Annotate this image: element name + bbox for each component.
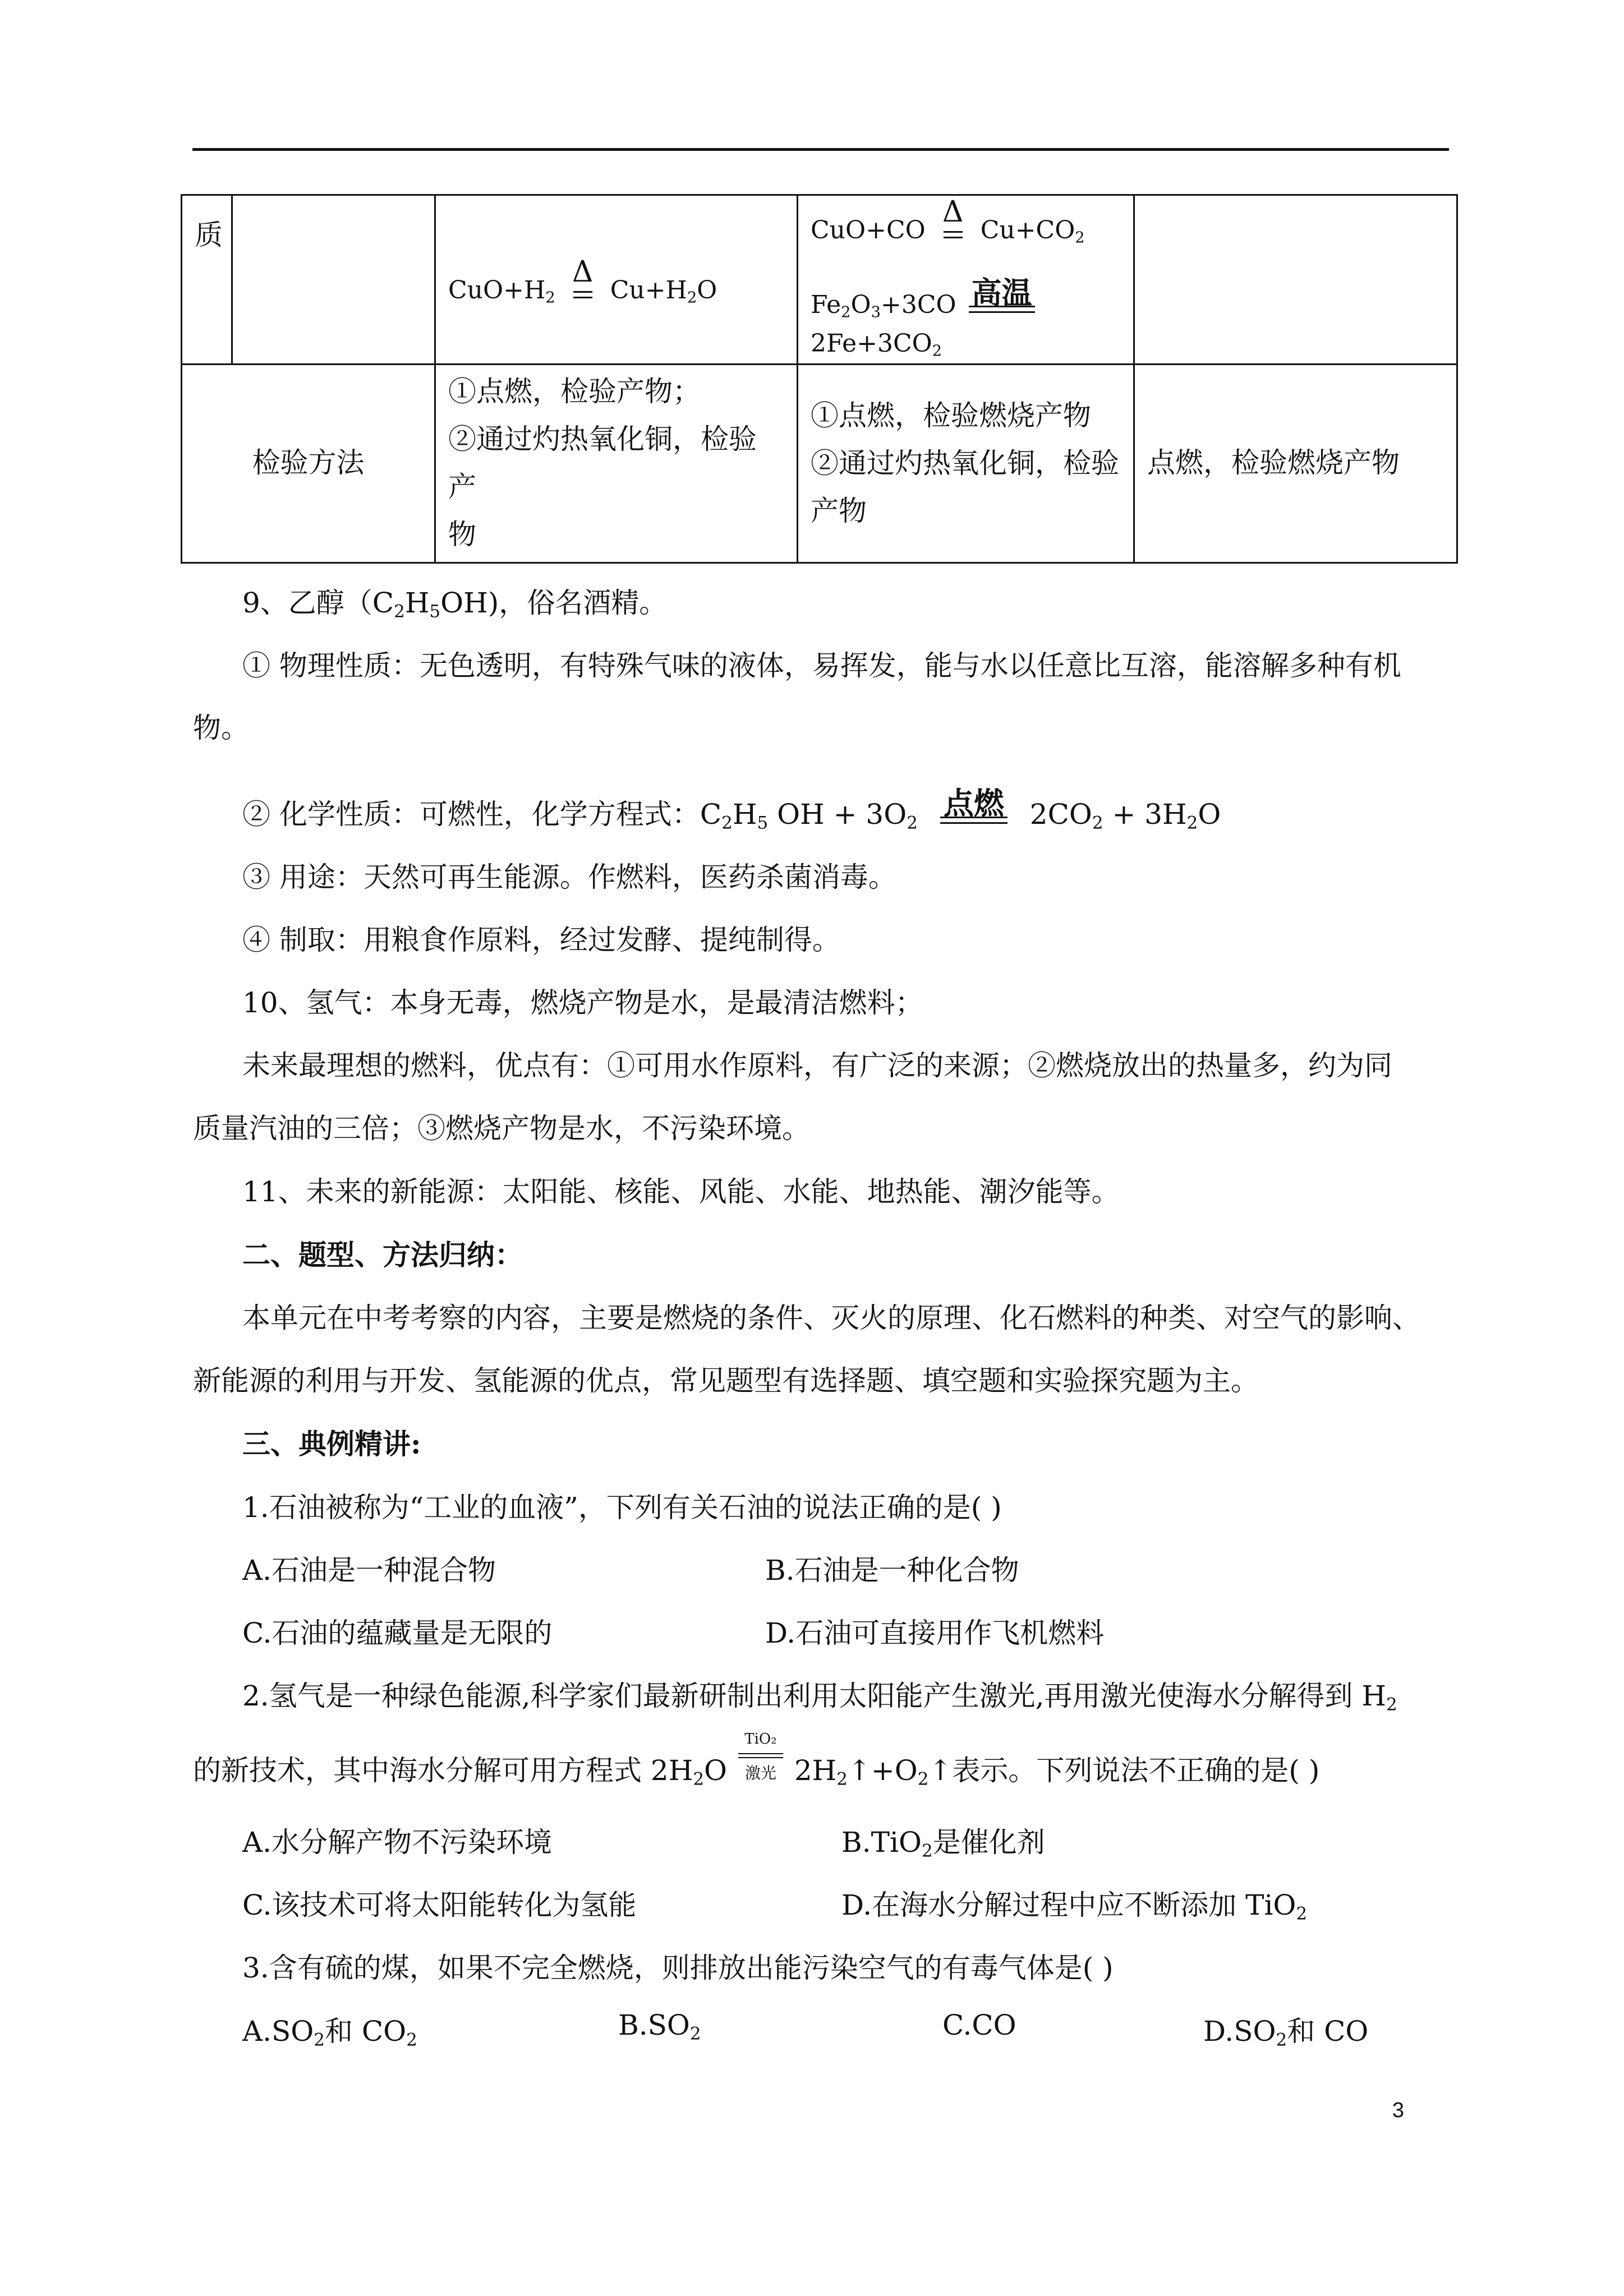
hydrogen-advantages-cont: 质量汽油的三倍；③燃烧产物是水，不污染环境。 (193, 1112, 810, 1145)
q2-reaction-condition: TiO₂ 激光 (738, 1758, 783, 1780)
question-types-paragraph-cont: 新能源的利用与开发、氢能源的优点，常见题型有选择题、填空题和实验探究题为主。 (193, 1364, 1259, 1397)
cell-co-test: ①点燃，检验燃烧产物 ②通过灼热氧化铜，检验 产物 (798, 364, 1134, 563)
cell-empty (232, 195, 435, 365)
ethanol-uses: ③ 用途：天然可再生能源。作燃料，医药杀菌消毒。 (242, 861, 896, 893)
gas-comparison-table (181, 194, 1458, 564)
q3-option-b: $B.SO_2$ (618, 2009, 701, 2044)
ethanol-production: ④ 制取：用粮食作原料，经过发酵、提纯制得。 (242, 924, 840, 956)
section-10-title: 10、氢气：本身无毒，燃烧产物是水，是最清洁燃料； (242, 986, 923, 1019)
q1-option-c: C.石油的蕴藏量是无限的 (242, 1617, 553, 1649)
question-types-paragraph: 本单元在中考考察的内容，主要是燃烧的条件、灭火的原理、化石燃料的种类、对空气的影响、 (242, 1302, 1420, 1334)
hydrogen-advantages: 未来最理想的燃料，优点有：①可用水作原料，有广泛的来源；②燃烧放出的热量多，约为同 (242, 1049, 1392, 1082)
heading-question-types: 二、题型、方法归纳： (242, 1238, 523, 1271)
q2-stem-line1: 2.氢气是一种绿色能源,科学家们最新研制出利用太阳能产生激光,再用激光使海水分解得到 $H_2$ (242, 1680, 1397, 1715)
q3-stem: 3.含有硫的煤，如果不完全燃烧，则排放出能污染空气的有毒气体是( ) (242, 1952, 1114, 1984)
q1-stem: 1.石油被称为“工业的血液”，下列有关石油的说法正确的是( ) (242, 1491, 1002, 1524)
cell-h2-test: ①点燃，检验产物； ②通过灼热氧化铜，检验产 物 (435, 364, 798, 563)
q2-option-b: B.TiO$_2$是催化剂 (841, 1826, 1045, 1861)
cell-empty (1134, 195, 1457, 365)
q3-option-d: $D.SO_2$和 CO (1203, 2015, 1369, 2050)
ethanol-physical-properties-cont: 物。 (193, 712, 249, 744)
table-row (182, 364, 1457, 563)
heading-examples: 三、典例精讲: (242, 1427, 421, 1460)
section-9-title: 9、乙醇$(C_2H_5OH)$，俗名酒精。 (242, 587, 668, 622)
cell-h2-reaction: $CuO+H_2$ Δ $Cu+H_2O$ (435, 195, 798, 365)
q1-option-a: A.石油是一种混合物 (242, 1554, 496, 1587)
table-row (182, 195, 1457, 365)
ethanol-chemical-properties: ② 化学性质：可燃性，化学方程式：$C_2H_5$ OH + $3O_2$ 点燃 $2CO_2 + 3H_2O$ (242, 785, 1221, 833)
row-label-properties: 质 (182, 195, 232, 365)
q3-option-c: C.CO (942, 2009, 1016, 2041)
ethanol-physical-properties: ① 物理性质：无色透明，有特殊气味的液体，易挥发，能与水以任意比互溶，能溶解多种有机 (242, 649, 1401, 682)
cell-co-reaction: CuO+CO Δ $Cu+CO_2$ $Fe_2O_3+3CO$ 高温 $2Fe+3CO_2$ (798, 195, 1134, 365)
q2-option-d: D.在海水分解过程中应不断添加 TiO$_2$ (841, 1889, 1308, 1924)
q3-option-a: $A.SO_2$和 $CO_2$ (242, 2015, 417, 2050)
q2-stem-line2: 的新技术，其中海水分解可用方程式 $2H_2O$ TiO₂ 激光 $2H_2↑+O_2↑$表示。下列说法不正确的是( ) (193, 1731, 1320, 1790)
cell-ch4-test: 点燃，检验燃烧产物 (1134, 364, 1457, 563)
page-number: 3 (1392, 2099, 1404, 2122)
row-label-test-method: 检验方法 (182, 364, 435, 563)
q2-option-c: C.该技术可将太阳能转化为氢能 (242, 1889, 637, 1921)
q2-option-a: A.水分解产物不污染环境 (242, 1826, 553, 1859)
q1-option-b: B.石油是一种化合物 (765, 1554, 1019, 1587)
header-rule (192, 148, 1449, 151)
q1-option-d: D.石油可直接用作飞机燃料 (765, 1617, 1105, 1649)
section-11: 11、未来的新能源：太阳能、核能、风能、水能、地热能、潮汐能等。 (242, 1175, 1120, 1208)
